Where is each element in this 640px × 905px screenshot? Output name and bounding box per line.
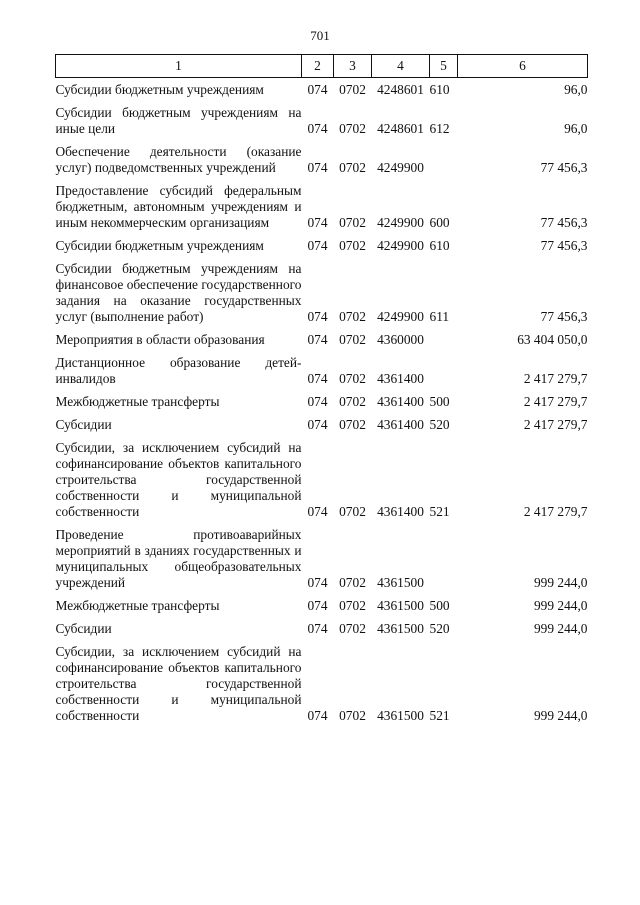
target-article-cell: 4361500 xyxy=(377,575,424,590)
table-row xyxy=(56,351,588,390)
column-header: 2 xyxy=(302,55,334,78)
row-name-cell: Предоставление субсидий федеральным бюджетным, автономным учреждениям и иным некоммерческим организациям xyxy=(55,183,302,230)
row-name-cell: Проведение противоаварийных мероприятий в зданиях государственных и муниципальных общеобразовательных учреждений xyxy=(55,527,302,590)
section-code-cell: 0702 xyxy=(339,575,366,590)
amount-cell: 96,0 xyxy=(564,121,588,136)
expense-type-cell: 612 xyxy=(429,121,450,136)
expense-type-cell: 521 xyxy=(429,504,450,519)
ministry-code-cell: 074 xyxy=(307,621,328,636)
table-row xyxy=(56,390,588,413)
expense-type-cell: 610 xyxy=(429,82,450,97)
section-code-cell: 0702 xyxy=(339,215,366,230)
table-row xyxy=(56,413,588,436)
table-header-row xyxy=(56,55,588,78)
row-name-cell: Субсидии, за исключением субсидий на софинансирование объектов капитального строительства государственной собственности и муниципальной собственности xyxy=(55,440,302,519)
ministry-code-cell: 074 xyxy=(307,394,328,409)
table-row xyxy=(56,179,588,234)
budget-table xyxy=(55,54,588,727)
section-code-cell: 0702 xyxy=(339,332,366,347)
expense-type-cell xyxy=(430,328,458,351)
ministry-code-cell: 074 xyxy=(307,215,328,230)
ministry-code-cell: 074 xyxy=(307,160,328,175)
table-row xyxy=(56,617,588,640)
target-article-cell: 4361500 xyxy=(377,598,424,613)
amount-cell: 999 244,0 xyxy=(533,598,588,613)
amount-cell: 2 417 279,7 xyxy=(523,394,588,409)
target-article-cell: 4361400 xyxy=(377,371,424,386)
target-article-cell: 4249900 xyxy=(377,215,424,230)
row-name-cell: Мероприятия в области образования xyxy=(55,332,265,347)
expense-type-cell xyxy=(430,140,458,179)
expense-type-cell: 611 xyxy=(429,309,450,324)
ministry-code-cell: 074 xyxy=(307,238,328,253)
target-article-cell: 4361500 xyxy=(377,708,424,723)
amount-cell: 2 417 279,7 xyxy=(523,504,588,519)
section-code-cell: 0702 xyxy=(339,309,366,324)
table-row xyxy=(56,140,588,179)
section-code-cell: 0702 xyxy=(339,238,366,253)
amount-cell: 63 404 050,0 xyxy=(517,332,588,347)
expense-type-cell: 610 xyxy=(429,238,450,253)
row-name-cell: Субсидии бюджетным учреждениям на иные цели xyxy=(55,105,302,136)
target-article-cell: 4249900 xyxy=(377,309,424,324)
row-name-cell: Межбюджетные трансферты xyxy=(55,598,220,613)
table-row xyxy=(56,101,588,140)
section-code-cell: 0702 xyxy=(339,371,366,386)
target-article-cell: 4361400 xyxy=(377,394,424,409)
target-article-cell: 4249900 xyxy=(377,160,424,175)
column-header: 4 xyxy=(372,55,430,78)
table-row xyxy=(56,78,588,102)
row-name-cell: Субсидии бюджетным учреждениям xyxy=(55,82,264,97)
ministry-code-cell: 074 xyxy=(307,598,328,613)
target-article-cell: 4360000 xyxy=(377,332,424,347)
section-code-cell: 0702 xyxy=(339,121,366,136)
ministry-code-cell: 074 xyxy=(307,575,328,590)
row-name-cell: Субсидии бюджетным учреждениям на финансовое обеспечение государственного задания на оказание государственных услуг (выполнение работ) xyxy=(55,261,302,324)
expense-type-cell xyxy=(430,523,458,594)
target-article-cell: 4361400 xyxy=(377,504,424,519)
target-article-cell: 4361500 xyxy=(377,621,424,636)
expense-type-cell: 500 xyxy=(429,598,450,613)
table-row xyxy=(56,523,588,594)
ministry-code-cell: 074 xyxy=(307,708,328,723)
section-code-cell: 0702 xyxy=(339,417,366,432)
table-row xyxy=(56,640,588,727)
column-header: 1 xyxy=(56,55,302,78)
amount-cell: 96,0 xyxy=(564,82,588,97)
section-code-cell: 0702 xyxy=(339,621,366,636)
row-name-cell: Субсидии бюджетным учреждениям xyxy=(55,238,264,253)
section-code-cell: 0702 xyxy=(339,598,366,613)
ministry-code-cell: 074 xyxy=(307,309,328,324)
column-header: 5 xyxy=(430,55,458,78)
table-row xyxy=(56,257,588,328)
section-code-cell: 0702 xyxy=(339,504,366,519)
section-code-cell: 0702 xyxy=(339,82,366,97)
table-row xyxy=(56,328,588,351)
amount-cell: 77 456,3 xyxy=(540,215,588,230)
table-row xyxy=(56,594,588,617)
target-article-cell: 4248601 xyxy=(377,82,424,97)
expense-type-cell: 521 xyxy=(429,708,450,723)
ministry-code-cell: 074 xyxy=(307,82,328,97)
amount-cell: 77 456,3 xyxy=(540,238,588,253)
expense-type-cell: 500 xyxy=(429,394,450,409)
ministry-code-cell: 074 xyxy=(307,504,328,519)
target-article-cell: 4248601 xyxy=(377,121,424,136)
row-name-cell: Субсидии xyxy=(55,621,112,636)
amount-cell: 999 244,0 xyxy=(533,621,588,636)
column-header: 6 xyxy=(458,55,588,78)
expense-type-cell: 520 xyxy=(429,621,450,636)
expense-type-cell: 600 xyxy=(429,215,450,230)
amount-cell: 999 244,0 xyxy=(533,575,588,590)
row-name-cell: Межбюджетные трансферты xyxy=(55,394,220,409)
table-row xyxy=(56,436,588,523)
page-number: 701 xyxy=(310,28,330,43)
section-code-cell: 0702 xyxy=(339,160,366,175)
ministry-code-cell: 074 xyxy=(307,417,328,432)
section-code-cell: 0702 xyxy=(339,394,366,409)
target-article-cell: 4249900 xyxy=(377,238,424,253)
amount-cell: 77 456,3 xyxy=(540,160,588,175)
row-name-cell: Субсидии, за исключением субсидий на софинансирование объектов капитального строительства государственной собственности и муниципальной собственности xyxy=(55,644,302,723)
row-name-cell: Обеспечение деятельности (оказание услуг) подведомственных учреждений xyxy=(55,144,302,175)
row-name-cell: Дистанционное образование детей-инвалидов xyxy=(55,355,302,386)
target-article-cell: 4361400 xyxy=(377,417,424,432)
amount-cell: 2 417 279,7 xyxy=(523,417,588,432)
amount-cell: 2 417 279,7 xyxy=(523,371,588,386)
ministry-code-cell: 074 xyxy=(307,121,328,136)
expense-type-cell xyxy=(430,351,458,390)
table-row xyxy=(56,234,588,257)
expense-type-cell: 520 xyxy=(429,417,450,432)
amount-cell: 77 456,3 xyxy=(540,309,588,324)
amount-cell: 999 244,0 xyxy=(533,708,588,723)
row-name-cell: Субсидии xyxy=(55,417,112,432)
section-code-cell: 0702 xyxy=(339,708,366,723)
column-header: 3 xyxy=(334,55,372,78)
ministry-code-cell: 074 xyxy=(307,371,328,386)
ministry-code-cell: 074 xyxy=(307,332,328,347)
